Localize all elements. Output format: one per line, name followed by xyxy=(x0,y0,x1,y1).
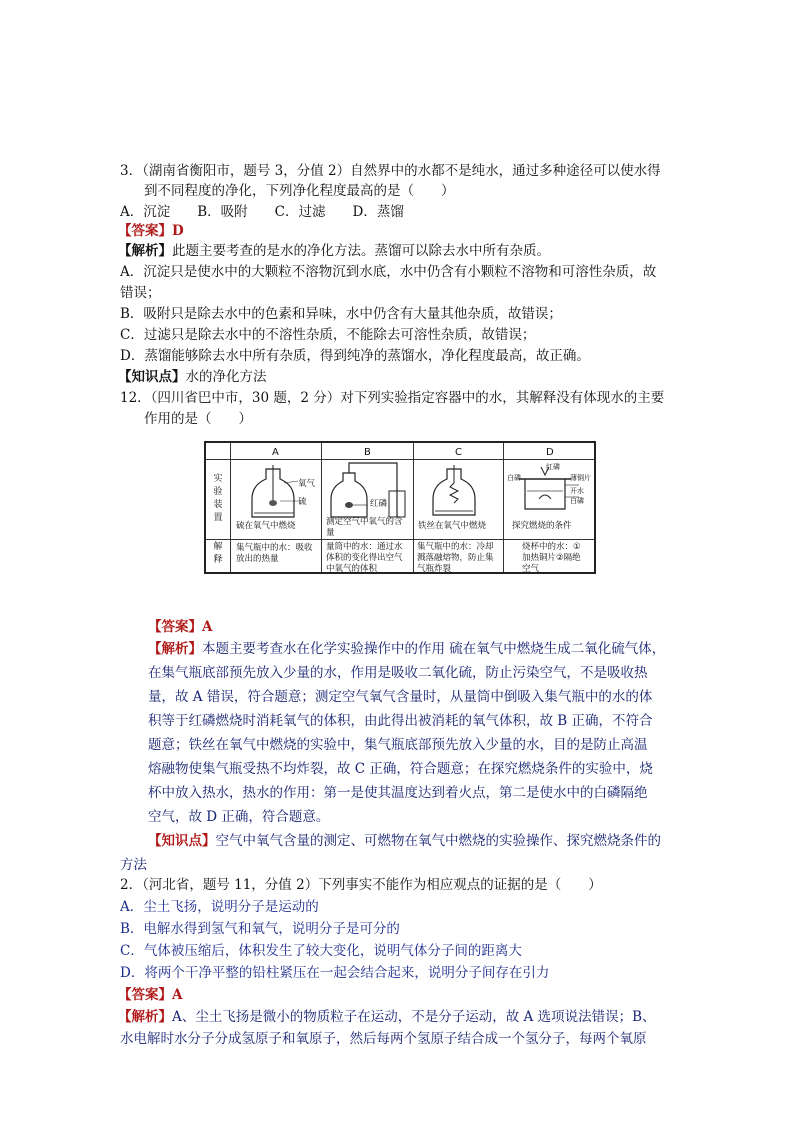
q2-analysis-line2: 水电解时水分子分成氢原子和氧原子，然后每两个氢原子结合成一个氢分子，每两个氧原 xyxy=(120,1031,647,1047)
sulfur-burning-apparatus-icon xyxy=(232,461,320,521)
q12-answer xyxy=(148,618,212,637)
label-d-white-phosphorus-2: 白磷 xyxy=(570,497,584,505)
q12-analysis-line8: 空气，故 D 正确，符合题意。 xyxy=(148,809,330,825)
q3-line-d: D．蒸馏能够除去水中所有杂质，得到纯净的蒸馏水，净化程度最高，故正确。 xyxy=(120,348,590,364)
q3-options: A．沉淀 B．吸附 C．过滤 D．蒸馏 xyxy=(120,204,404,220)
explain-a: 集气瓶中的水：吸收放出的热量 xyxy=(236,543,313,564)
answer-label: 【答案】 xyxy=(118,987,172,1003)
q2-option-a: A．尘土飞扬，说明分子是运动的 xyxy=(120,899,319,915)
answer-value: A xyxy=(202,619,213,635)
q3-line-a2: 错误； xyxy=(120,285,161,301)
knowledge-text: 空气中氧气含量的测定、可燃物在氧气中燃烧的实验操作、探究燃烧条件的 xyxy=(215,833,661,849)
knowledge-label: 【知识点】 xyxy=(148,833,216,849)
explain-c: 集气瓶中的水：冷却溅落融熔物，防止集气瓶炸裂 xyxy=(417,542,494,574)
q3-analysis xyxy=(118,242,550,261)
analysis-text: A、尘土飞扬是微小的物质粒子在运动，不是分子运动，故 A 选项说法错误；B、 xyxy=(172,1009,656,1025)
col-header-d: D xyxy=(546,447,554,458)
oxygen-measure-apparatus-icon xyxy=(323,461,412,521)
answer-label: 【答案】 xyxy=(148,619,202,635)
col-header-a: A xyxy=(272,447,279,458)
row-label-apparatus: 实验装置 xyxy=(213,474,223,523)
q12-title-line1: 12．（四川省巴中市，30 题，2 分）对下列实验指定容器中的水，其解释没有体现水的主要 xyxy=(120,390,665,406)
q3-knowledge xyxy=(118,368,267,387)
q12-knowledge-line2: 方法 xyxy=(120,857,147,873)
q12-analysis-line3: 量，故 A 错误，符合题意；测定空气氧气含量时，从量筒中倒吸入集气瓶中的水的体 xyxy=(148,689,653,705)
q3-title-line2: 到不同程度的净化，下列净化程度最高的是（ ） xyxy=(144,183,455,199)
q12-analysis-line2: 在集气瓶底部预先放入少量的水，作用是吸收二氧化硫，防止污染空气，不是吸收热 xyxy=(148,665,648,681)
label-d-copper: 薄铜片 xyxy=(570,474,591,482)
q2-title: 2．（河北省，题号 11，分值 2）下列事实不能作为相应观点的证据的是（ ） xyxy=(120,877,602,893)
explain-b: 量筒中的水：通过水体积的变化得出空气中氧气的体积 xyxy=(326,542,403,574)
caption-a: 硫在氧气中燃烧 xyxy=(236,521,296,531)
q3-answer xyxy=(118,222,184,241)
q2-option-b: B．电解水得到氢气和氧气，说明分子是可分的 xyxy=(120,921,400,937)
q3-line-a1: A．沉淀只是使水中的大颗粒不溶物沉到水底，水中仍含有小颗粒不溶物和可溶性杂质，故 xyxy=(120,264,657,280)
caption-c: 铁丝在氧气中燃烧 xyxy=(418,521,487,531)
answer-value: A xyxy=(172,987,183,1003)
row-label-explain: 解释 xyxy=(213,542,223,565)
knowledge-text: 水的净化方法 xyxy=(185,369,267,385)
caption-b: 测定空气中氧气的含量 xyxy=(326,517,403,538)
label-sulfur: 硫 xyxy=(298,497,307,507)
q12-title-line2: 作用的是（ ） xyxy=(144,411,252,427)
label-d-white-phosphorus: 白磷 xyxy=(507,474,521,482)
iron-wire-apparatus-icon xyxy=(415,461,502,517)
analysis-label: 【解析】 xyxy=(118,1009,172,1025)
q12-analysis-line5: 题意；铁丝在氧气中燃烧的实验中，集气瓶底部预先放入少量的水，目的是防止高温 xyxy=(148,737,648,753)
q3-title-line1: 3．（湖南省衡阳市，题号 3，分值 2）自然界中的水都不是纯水，通过多种途径可以使水得 xyxy=(120,163,661,179)
q2-analysis-line1 xyxy=(118,1008,656,1027)
label-red-phosphorus: 红磷 xyxy=(370,499,388,509)
label-d-red-phosphorus: 红磷 xyxy=(546,463,560,471)
q2-option-d: D．将两个干净平整的铅柱紧压在一起会结合起来，说明分子间存在引力 xyxy=(120,965,550,981)
answer-label: 【答案】 xyxy=(118,223,172,239)
analysis-label: 【解析】 xyxy=(118,243,172,259)
knowledge-label: 【知识点】 xyxy=(118,369,186,385)
analysis-text: 此题主要考查的是水的净化方法。蒸馏可以除去水中所有杂质。 xyxy=(172,243,550,259)
col-header-c: C xyxy=(455,447,462,458)
q3-line-b: B．吸附只是除去水中的色素和异味，水中仍含有大量其他杂质，故错误； xyxy=(120,306,562,322)
caption-d: 探究燃烧的条件 xyxy=(512,521,572,531)
col-header-b: B xyxy=(364,447,371,458)
q12-analysis-line4: 积等于红磷燃烧时消耗氧气的体积，由此得出被消耗的氧气体积，故 B 正确，不符合 xyxy=(148,713,653,729)
label-oxygen: 氧气 xyxy=(298,479,316,489)
q12-analysis-line1 xyxy=(148,640,665,659)
q12-knowledge-line1 xyxy=(148,832,661,851)
q12-analysis-line6: 熔融物使集气瓶受热不均炸裂，故 C 正确，符合题意；在探究燃烧条件的实验中，烧 xyxy=(148,761,653,777)
answer-value: D xyxy=(172,223,184,239)
analysis-label: 【解析】 xyxy=(148,641,202,657)
experiment-table xyxy=(204,441,596,574)
q12-analysis-line7: 杯中放入热水，热水的作用：第一是使其温度达到着火点，第二是使水中的白磷隔绝 xyxy=(148,785,648,801)
q2-option-c: C．气体被压缩后，体积发生了较大变化，说明气体分子间的距离大 xyxy=(120,943,522,959)
label-d-boiling-water: 开水 xyxy=(570,487,584,495)
analysis-text: 本题主要考查水在化学实验操作中的作用 硫在氧气中燃烧生成二氧化硫气体， xyxy=(202,641,666,657)
q3-line-c: C．过滤只是除去水中的不溶性杂质，不能除去可溶性杂质，故错误； xyxy=(120,327,536,343)
explain-d: 烧杯中的水：①加热铜片②隔绝空气 xyxy=(522,542,581,574)
q2-answer xyxy=(118,986,182,1005)
